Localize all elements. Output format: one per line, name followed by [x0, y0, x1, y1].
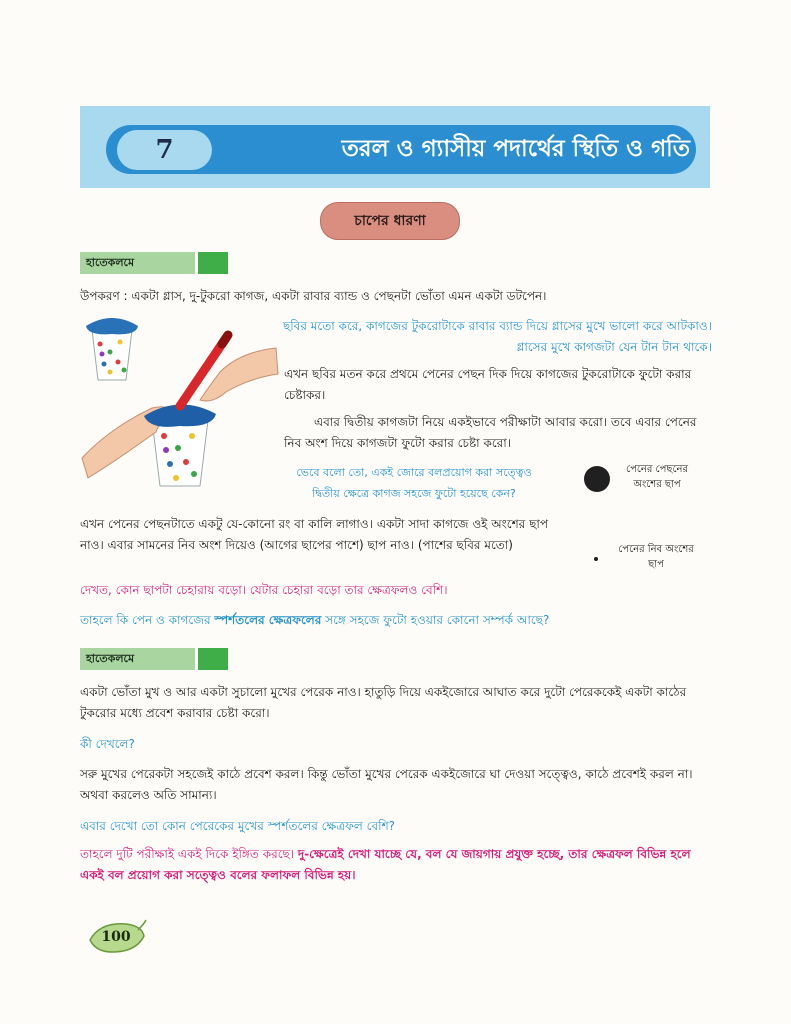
- question-2-emphasis: স্পর্শতলের ক্ষেত্রফলের: [214, 613, 322, 627]
- activity-label-text: হাতেকলমে: [80, 252, 195, 274]
- activity-2-question-area: এবার দেখো তো কোন পেরেকের মুখের স্পর্শতলের ক্ষেত্রফল বেশি?: [80, 819, 396, 833]
- step-4-text: এখন পেনের পেছনটাতে একটু যে-কোনো রং বা কালি লাগাও। একটা সাদা কাগজে ওই অংশের ছাপ নাও। এবার সামনের নিব অংশ দিয়েও (আগের ছাপের পাশে) ছাপ নাও। (পাশের ছবির মতো): [80, 517, 548, 552]
- page-number: 100: [101, 929, 131, 945]
- observation-text: দেখত, কোন ছাপটা চেহারায় বড়ো। যেটার চেহারা বড়ো তার ক্ষেত্রফলও বেশি।: [80, 583, 448, 597]
- conclusion-emphasis: দু-ক্ষেত্রেই দেখা যাচ্ছে যে, বল যে জায়গায় প্রযুক্ত হচ্ছে, তার ক্ষেত্রফল বিভিন্ন হলে একই বল প্রয়োগ করা সত্ত্বেও বলের ফলাফল বিভিন্ন হয়।: [80, 847, 691, 882]
- question-2-text: তাহলে কি পেন ও কাগজের স্পর্শতলের ক্ষেত্রফলের সঙ্গে সহজে ফুটো হওয়ার কোনো সম্পর্ক আছে?: [80, 613, 550, 627]
- materials-text: উপকরণ : একটা গ্লাস, দু-টুকরো কাগজ, একটা রাবার ব্যান্ড ও পেছনটা ভোঁতা এমন একটা ডটপেন।: [80, 289, 547, 303]
- chapter-number: 7: [117, 130, 212, 170]
- activity-2-question-seen: কী দেখলে?: [80, 737, 135, 751]
- activity-label-2: [80, 648, 228, 670]
- large-glass-icon: [152, 420, 208, 486]
- step-2-text: এখন ছবির মতন করে প্রথমে পেনের পেছন দিক দিয়ে কাগজের টুকরোটাকে ফুটো করার চেষ্টাকর।: [284, 367, 692, 402]
- activity-label-text: হাতেকলমে: [80, 648, 195, 670]
- pen-back-caption: পেনের পেছনের অংশের ছাপ: [626, 464, 688, 490]
- small-glass-icon: [86, 318, 138, 380]
- chapter-title: তরল ও গ্যাসীয় পদার্থের স্থিতি ও গতি: [341, 136, 690, 162]
- pen-nib-caption: পেনের নিব অংশের ছাপ: [618, 544, 694, 570]
- pen-back-mark: [584, 466, 610, 492]
- activity-label-1: [80, 252, 228, 274]
- glass-pen-illustration: [80, 308, 280, 498]
- pen-nib-mark: [594, 557, 598, 561]
- step-3-text: এবার দ্বিতীয় কাগজটা নিয়ে একইভাবে পরীক্ষাটা আবার করো। তবে এবার পেনের নিব অংশ দিয়ে কাগজটা ফুটো করার চেষ্টা করো।: [284, 415, 697, 450]
- concept-heading: চাপের ধারণা: [320, 202, 460, 240]
- activity-2-task: একটা ভোঁতা মুখ ও আর একটা সুচালো মুখের পেরেক নাও। হাতুড়ি দিয়ে একইজোরে আঘাত করে দুটো পেরেককেই একটা কাঠের টুকরোর মধ্যে প্রবেশ করাবার চেষ্টা করো।: [80, 685, 687, 720]
- activity-2-result: সরু মুখের পেরেকটা সহজেই কাঠে প্রবেশ করল। কিন্তু ভোঁতা মুখের পেরেক একইজোরে ঘা দেওয়া সত্ত্বেও, কাঠে প্রবেশই করল না। অথবা করলেও অতি সামান্য।: [80, 767, 693, 802]
- conclusion-text: তাহলে দুটি পরীক্ষাই একই দিকে ইঙ্গিত করছে। দু-ক্ষেত্রেই দেখা যাচ্ছে যে, বল যে জায়গায় প্রযুক্ত হচ্ছে, তার ক্ষেত্রফল বিভিন্ন হলে একই বল প্রয়োগ করা সত্ত্বেও বলের ফলাফল বিভিন্ন হয়।: [80, 847, 691, 882]
- question-1-text: ভেবে বলো তো, একই জোরে বলপ্রয়োগ করা সত্ত্বেও দ্বিতীয় ক্ষেত্রে কাগজ সহজে ফুটো হয়েছে কেন?: [296, 466, 532, 500]
- step-1-text: ছবির মতো করে, কাগজের টুকরোটাকে রাবার ব্যান্ড দিয়ে গ্লাসের মুখে ভালো করে আটকাও। গ্লাসের মুখে কাগজটা যেন টান টান থাকে।: [282, 319, 712, 354]
